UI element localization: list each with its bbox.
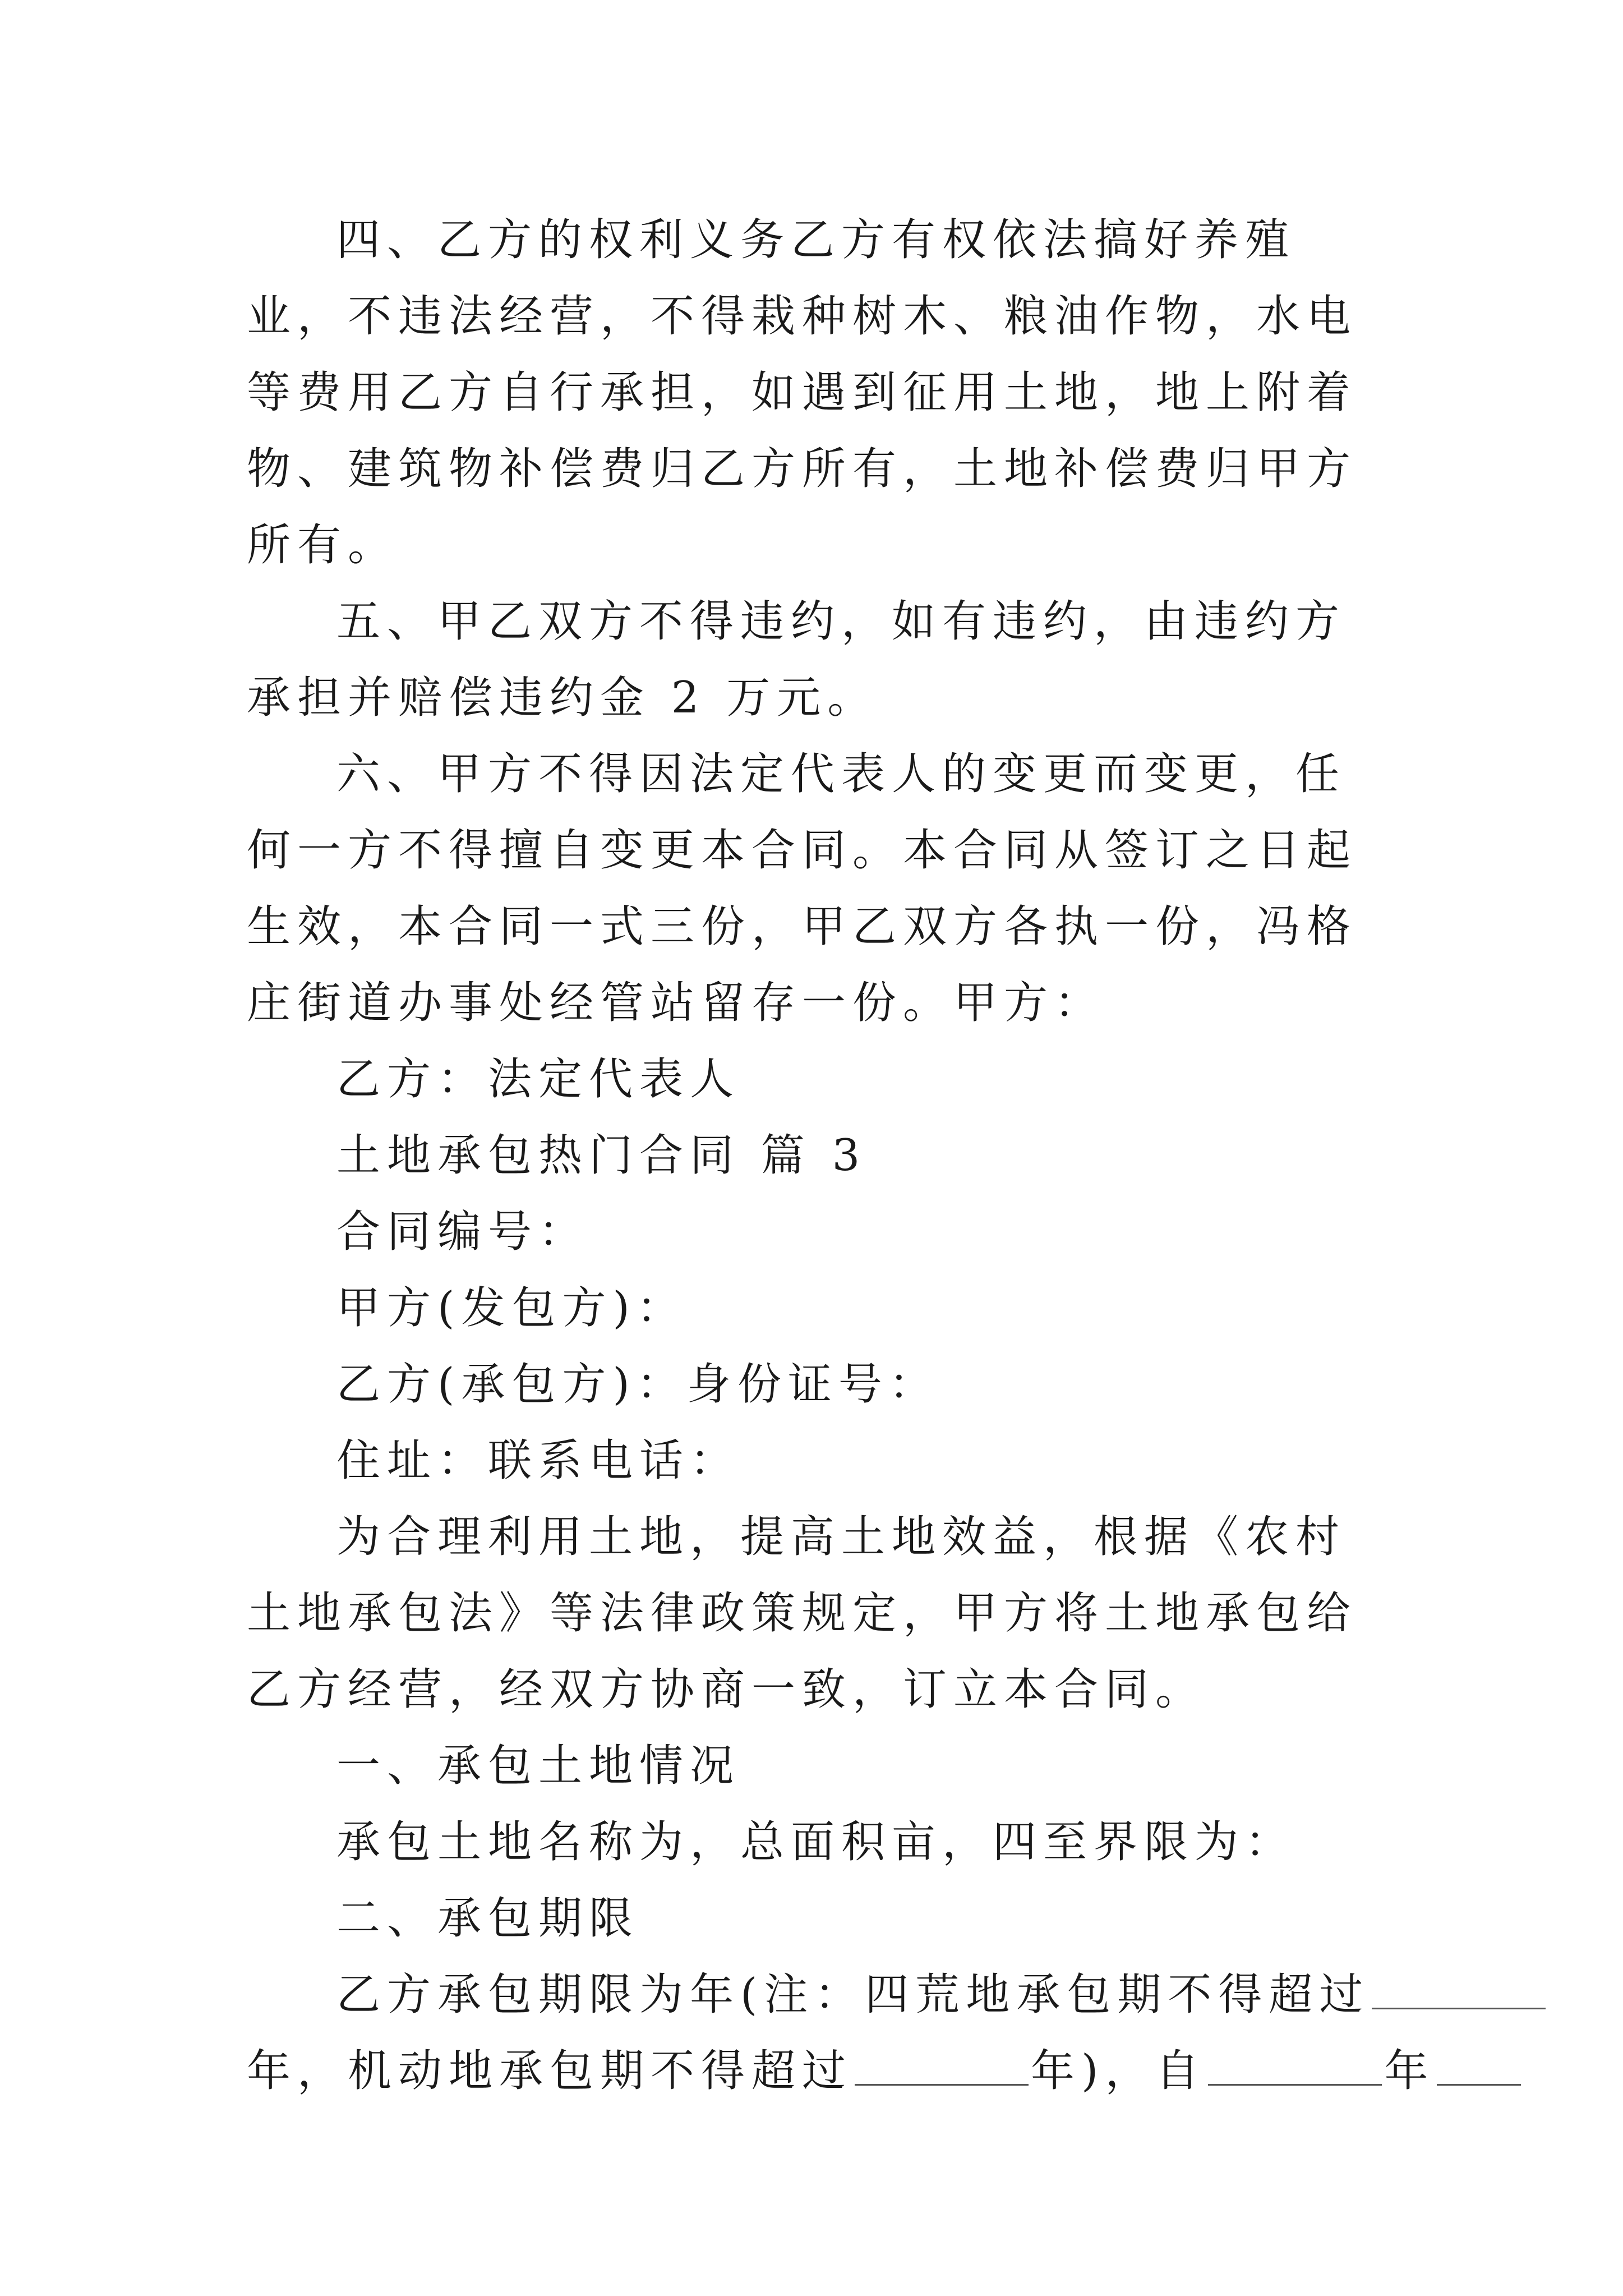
blank-underline: [1208, 2045, 1382, 2086]
signature-party-b: 乙方：法定代表人: [336, 1054, 741, 1105]
term-text-b: 年，机动地承包期不得超过: [247, 2046, 853, 2096]
blank-underline: [855, 2045, 1029, 2086]
section-title: 土地承包热门合同 篇 3: [336, 1130, 867, 1181]
party-b-label: 乙方(承包方)：身份证号：: [336, 1359, 939, 1410]
term-text-c: 年)，自: [1031, 2046, 1206, 2096]
heading-term: 二、承包期限: [336, 1893, 640, 1944]
blank-underline: [1372, 1968, 1546, 2009]
intro-paragraph: 为合理利用土地，提高土地效益，根据《农村土地承包法》等法律政策规定，甲方将土地承包给乙方经营，经双方协商一致，订立本合同。: [247, 1512, 1358, 1715]
blank-underline: [1437, 2045, 1521, 2086]
land-info: 承包土地名称为，总面积亩，四至界限为：: [336, 1817, 1296, 1867]
term-text-d: 年: [1384, 2046, 1435, 2096]
clause-6-change: 六、甲方不得因法定代表人的变更而变更，任何一方不得擅自变更本合同。本合同从签订之日起生效，本合同一式三份，甲乙双方各执一份，冯格庄街道办事处经管站留存一份。甲方：: [247, 749, 1358, 1028]
term-line-1: [247, 1957, 1380, 2033]
contract-number: 合同编号：: [336, 1207, 589, 1257]
party-a-label: 甲方(发包方)：: [336, 1283, 687, 1333]
heading-land-situation: 一、承包土地情况: [336, 1741, 741, 1791]
document-body: [247, 202, 1435, 2109]
clause-5-breach: 五、甲乙双方不得违约，如有违约，由违约方承担并赔偿违约金 2 万元。: [247, 596, 1347, 723]
address-phone: 住址：联系电话：: [336, 1435, 741, 1486]
term-text-a: 乙方承包期限为年(注：四荒地承包期不得超过: [336, 1970, 1370, 2020]
term-line-2: [247, 2033, 1435, 2109]
clause-4-rights: 四、乙方的权利义务乙方有权依法搞好养殖业，不违法经营，不得栽种树木、粮油作物，水电等费用乙方自行承担，如遇到征用土地，地上附着物、建筑物补偿费归乙方所有，土地补偿费归甲方所有。: [247, 215, 1358, 570]
